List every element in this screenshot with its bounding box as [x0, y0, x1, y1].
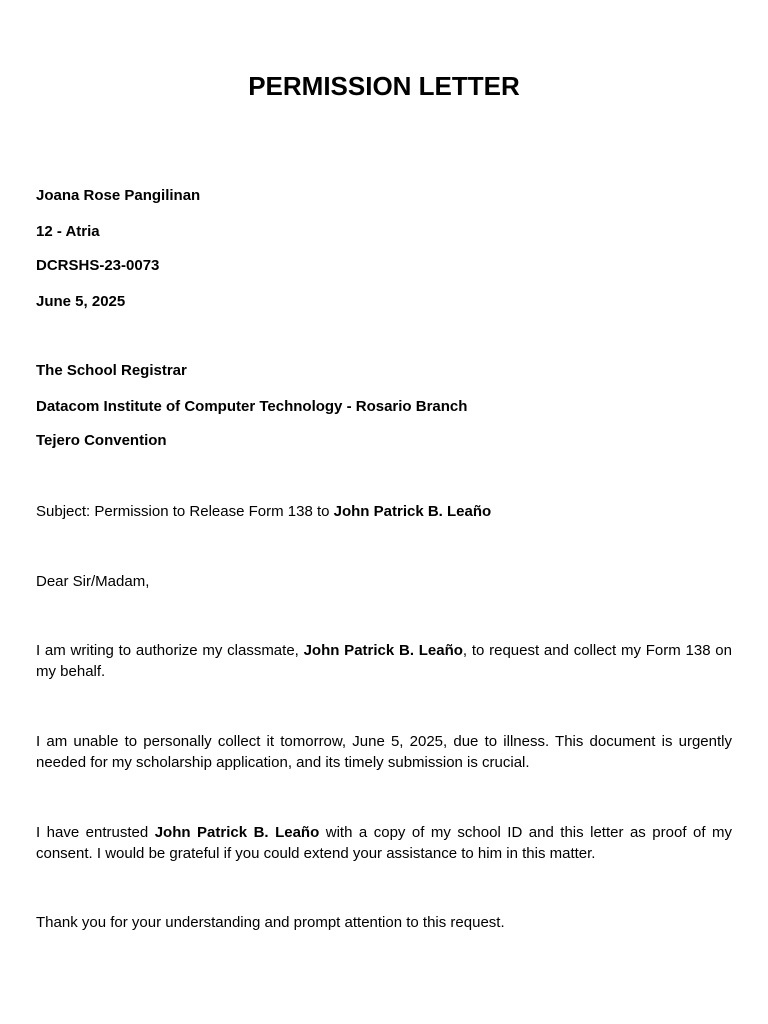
paragraph-reason: I am unable to personally collect it tomorrow, June 5, 2025, due to illness. This document is urgently needed for my scholarship application, and its timely submission is crucial.: [36, 733, 732, 771]
sender-student-id: DCRSHS-23-0073: [36, 257, 160, 274]
closing-line: Thank you for your understanding and prompt attention to this request.: [36, 914, 505, 931]
paragraph-entrusted: [36, 823, 732, 864]
salutation: Dear Sir/Madam,: [36, 573, 150, 590]
subject-line: [36, 502, 732, 522]
paragraph-authorization: [36, 641, 732, 682]
recipient-title: The School Registrar: [36, 362, 187, 379]
paragraph1-after: , to request and collect my Form 138 on my behalf.: [36, 642, 732, 680]
paragraph1-before: I am writing to authorize my classmate,: [36, 642, 304, 659]
paragraph3-before: I have entrusted: [36, 824, 155, 841]
letter-title: PERMISSION LETTER: [248, 71, 520, 101]
paragraph3-after: with a copy of my school ID and this letter as proof of my consent. I would be grateful if you could extend your assistance to him in this matter.: [36, 824, 732, 862]
paragraph3-person-name: John Patrick B. Leaño: [154, 824, 320, 841]
subject-prefix: Subject: Permission to Release Form 138 to: [36, 503, 334, 520]
letter-date: June 5, 2025: [36, 293, 126, 310]
sender-section: 12 - Atria: [36, 223, 100, 240]
recipient-institution: Datacom Institute of Computer Technology - Rosario Branch: [36, 398, 468, 415]
sender-name: Joana Rose Pangilinan: [36, 187, 201, 204]
paragraph1-person-name: John Patrick B. Leaño: [303, 642, 463, 659]
recipient-location: Tejero Convention: [36, 432, 167, 449]
subject-person-name: John Patrick B. Leaño: [333, 503, 492, 520]
